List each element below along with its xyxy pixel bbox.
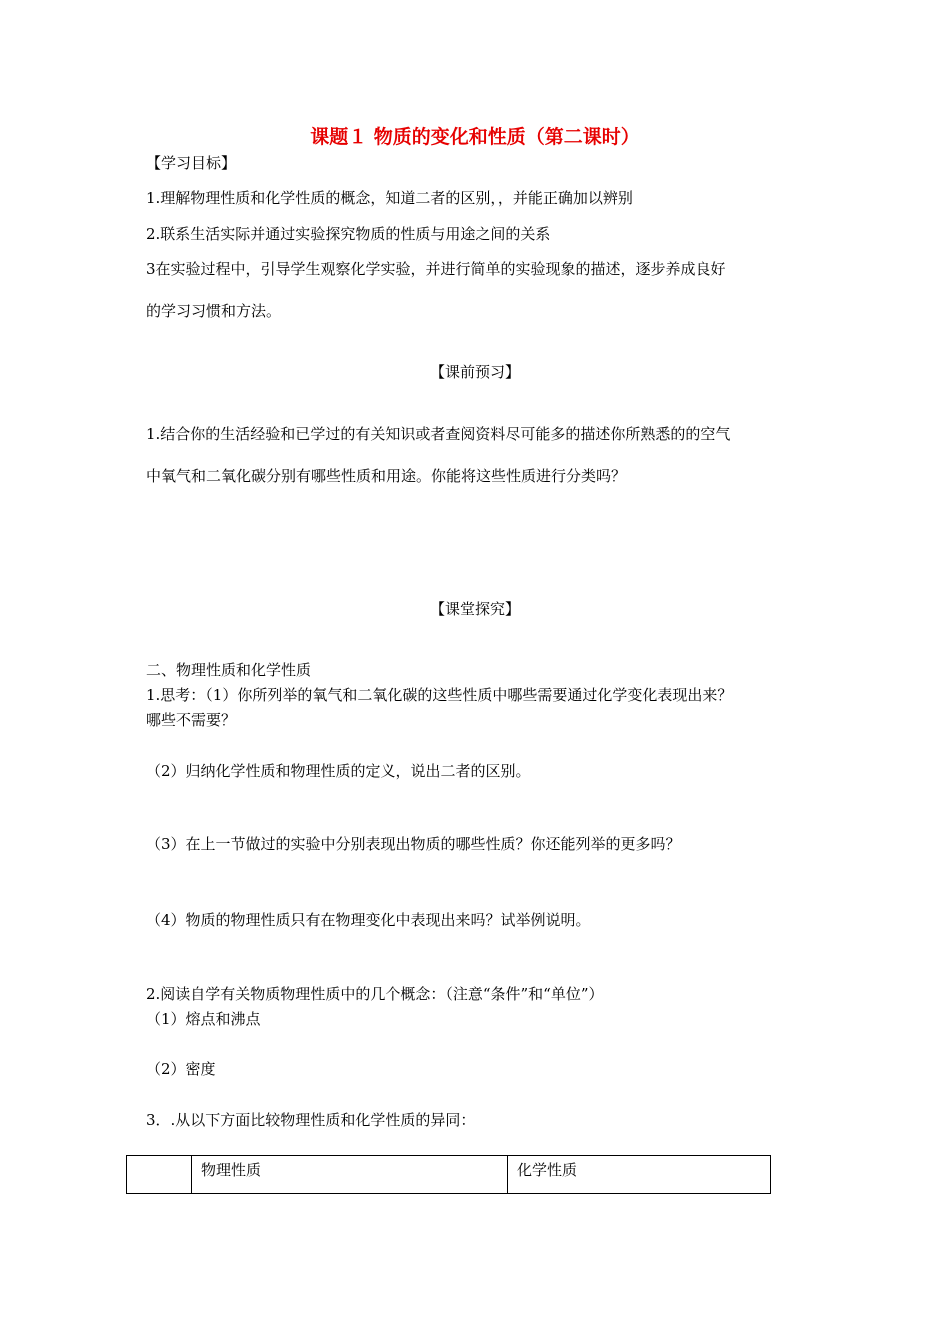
table-row [127,1156,771,1194]
question-3: 3．.从以下方面比较物理性质和化学性质的异同： [146,1111,476,1129]
objective-item-3: 3在实验过程中，引导学生观察化学实验，并进行简单的实验现象的描述，逐步养成良好 [146,260,726,278]
question-2-2: （2）密度 [146,1060,216,1078]
section-title: 二、物理性质和化学性质 [146,661,312,679]
question-1-line-1: 1.思考：（1）你所列举的氧气和二氧化碳的这些性质中哪些需要通过化学变化表现出来？ [146,686,733,704]
question-2: 2.阅读自学有关物质物理性质中的几个概念：（注意“条件”和“单位”） [146,985,604,1003]
preview-question-line-2: 中氧气和二氧化碳分别有哪些性质和用途。你能将这些性质进行分类吗？ [146,467,627,485]
preview-question-line-1: 1.结合你的生活经验和已学过的有关知识或者查阅资料尽可能多的描述你所熟悉的的空气 [146,425,731,443]
question-2-1: （1）熔点和沸点 [146,1010,261,1028]
question-1-4: （4）物质的物理性质只有在物理变化中表现出来吗？试举例说明。 [146,911,591,929]
objective-item-1: 1.理解物理性质和化学性质的概念，知道二者的区别，，并能正确加以辨别 [146,189,633,207]
table-header-physical: 物理性质 [192,1156,508,1194]
explore-heading: 【课堂探究】 [429,600,520,618]
table-header-chemical: 化学性质 [508,1156,771,1194]
question-1-2: （2）归纳化学性质和物理性质的定义，说出二者的区别。 [146,762,531,780]
objectives-heading: 【学习目标】 [146,154,237,172]
page-title: 课题１ 物质的变化和性质（第二课时） [310,126,640,148]
question-1-3: （3）在上一节做过的实验中分别表现出物质的哪些性质？你还能列举的更多吗？ [146,835,681,853]
table-cell-blank [127,1156,192,1194]
preview-heading: 【课前预习】 [429,363,520,381]
objective-item-2: 2.联系生活实际并通过实验探究物质的性质与用途之间的关系 [146,225,551,243]
question-1-line-2: 哪些不需要？ [146,711,237,729]
comparison-table [126,1155,771,1194]
objective-item-3-continued: 的学习习惯和方法。 [146,302,282,320]
